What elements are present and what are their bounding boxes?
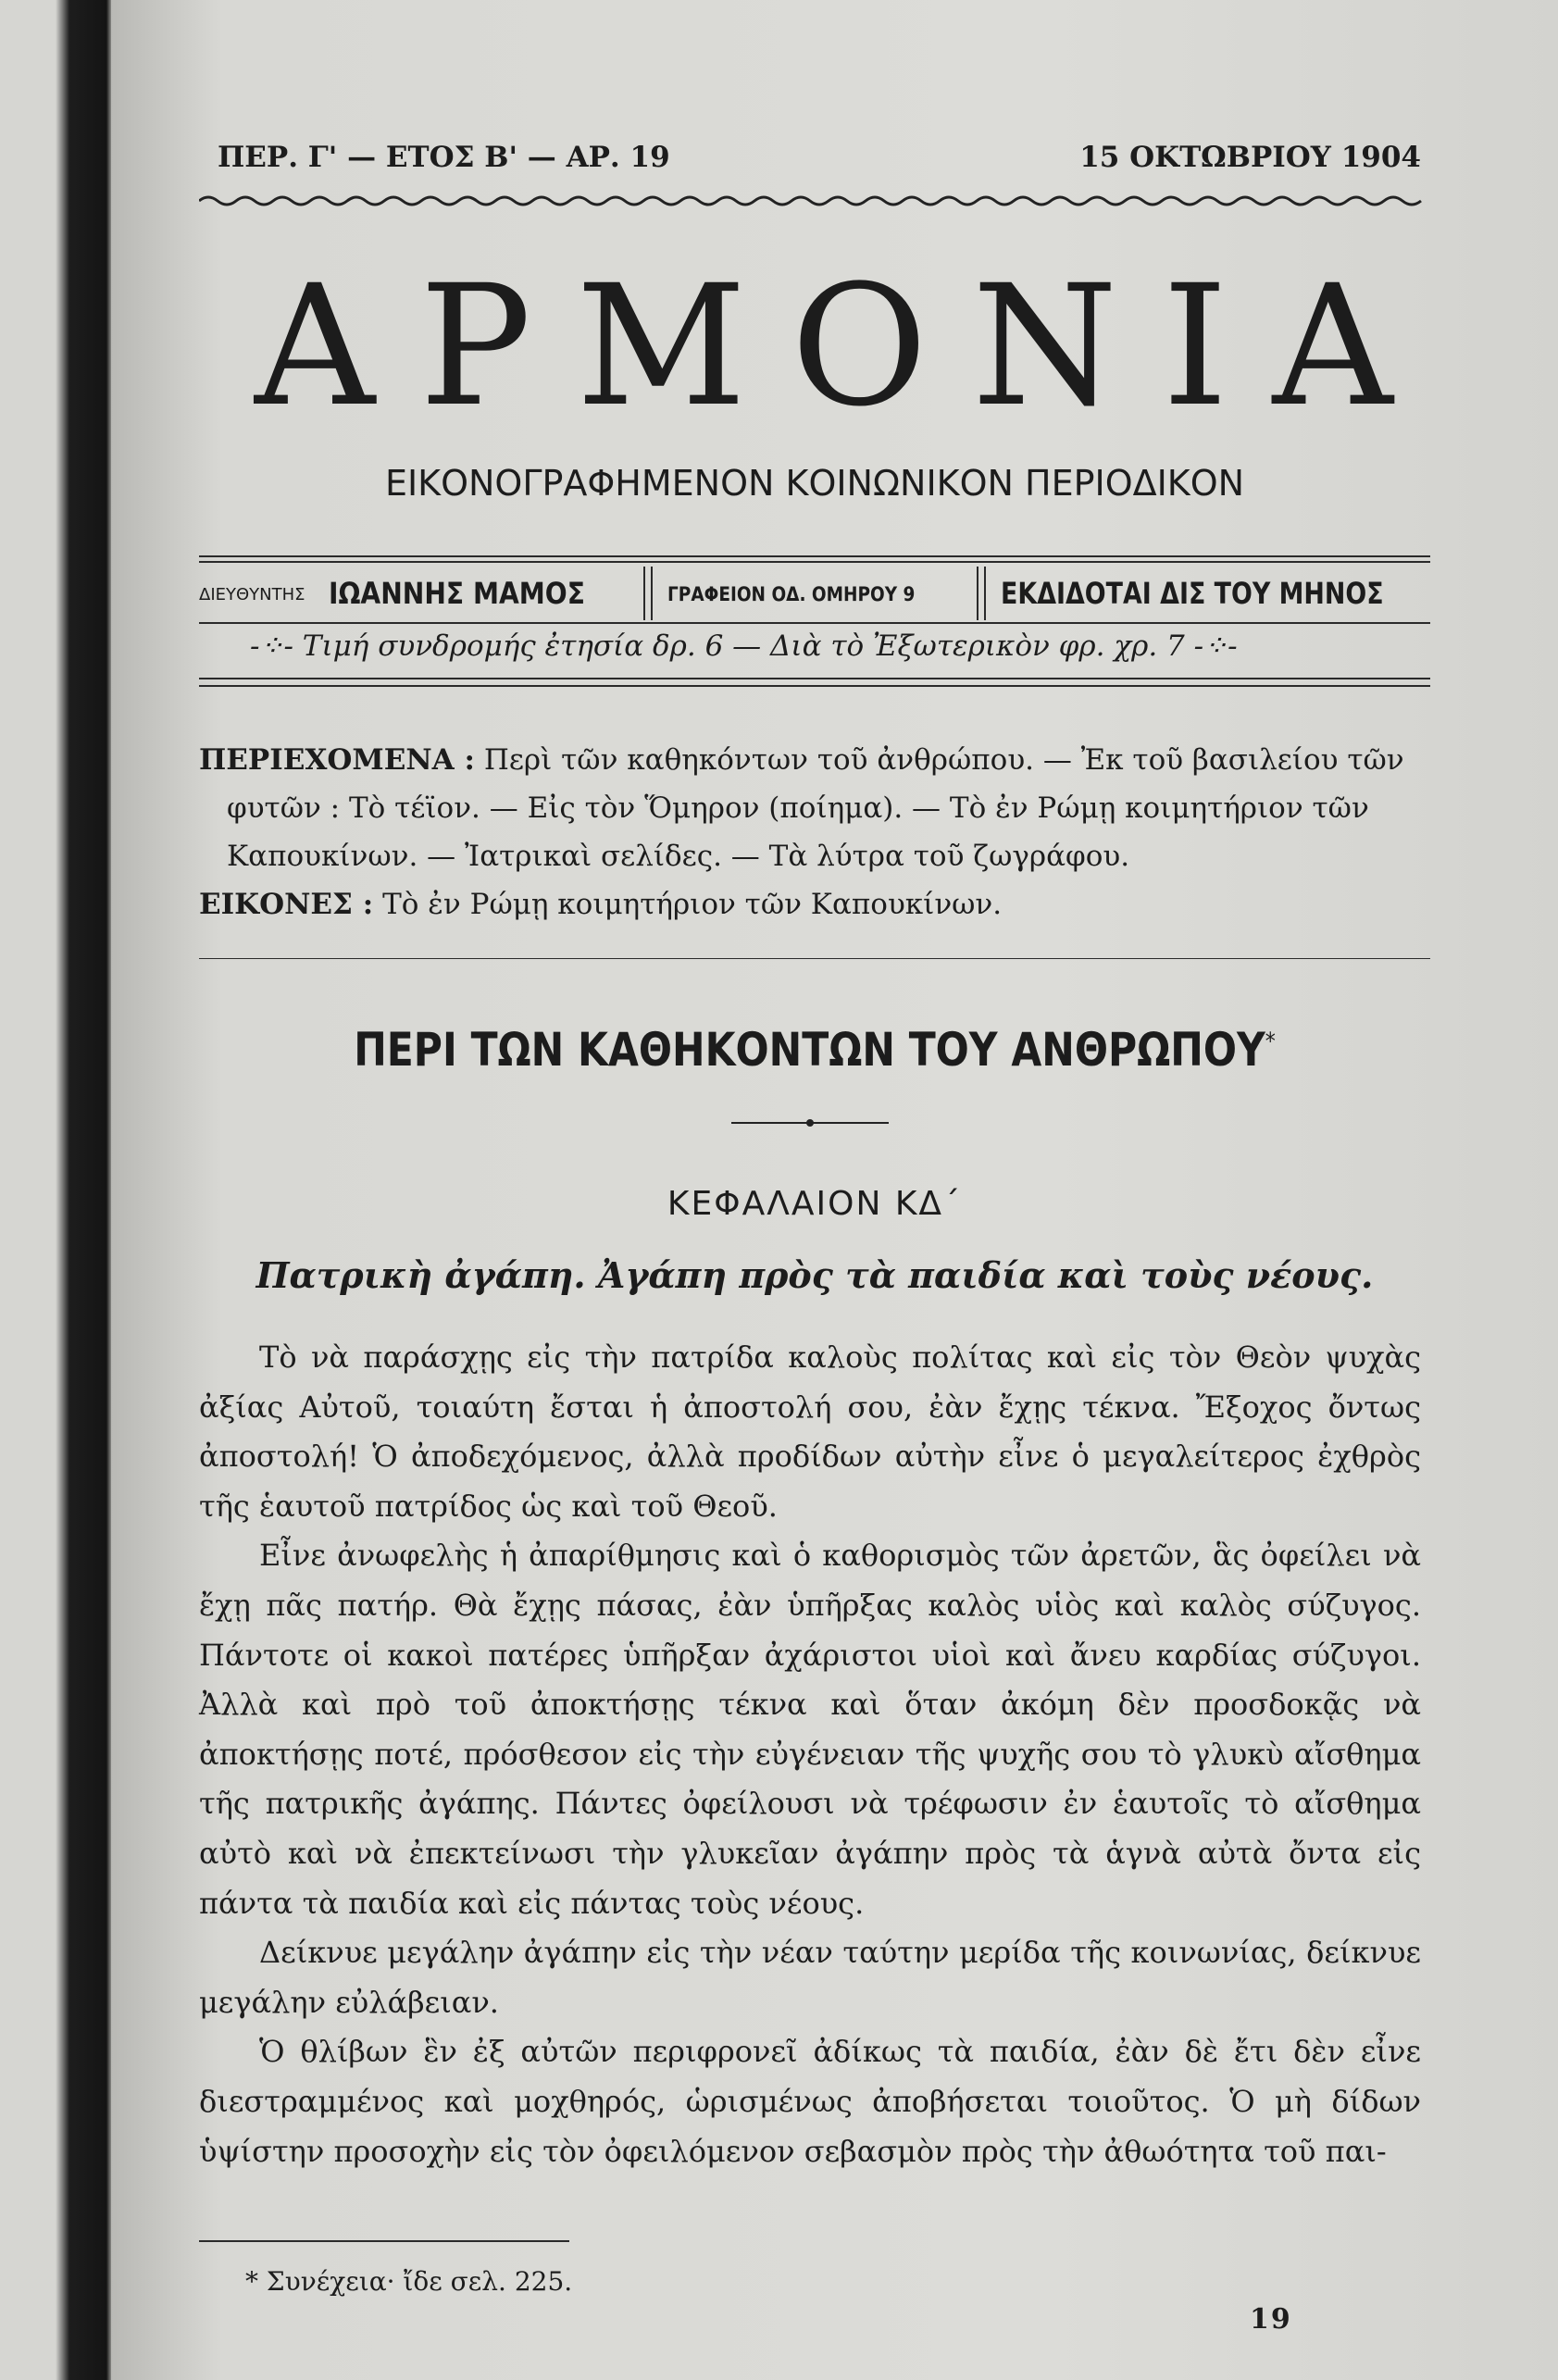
chapter-heading: ΚΕΦΑΛΑΙΟΝ ΚΔ΄ xyxy=(667,1185,963,1223)
article-title-text: ΠΕΡΙ ΤΩΝ ΚΑΘΗΚΟΝΤΩΝ ΤΟΥ ΑΝΘΡΩΠΟΥ xyxy=(354,1023,1265,1077)
publication-frequency: ΕΚΔΙΔΟΤΑΙ ΔΙΣ ΤΟΥ ΜΗΝΟΣ xyxy=(1001,576,1384,611)
director-name: ΙΩΑΝΝΗΣ ΜΑΜΟΣ xyxy=(329,576,585,611)
footnote: * Συνέχεια· ἴδε σελ. 225. xyxy=(245,2266,573,2297)
price-rule-2 xyxy=(199,685,1430,687)
chapter-subtitle: Πατρικὴ ἀγάπη. Ἀγάπη πρὸς τὰ παιδία καὶ τοὺς νέους. xyxy=(256,1254,1374,1296)
contents-line: Περὶ τῶν καθηκόντων τοῦ ἀνθρώπου. — Ἐκ τοῦ βασιλείου τῶν xyxy=(483,743,1404,777)
director-label: ΔΙΕΥΘΥΝΤΗΣ xyxy=(199,585,305,604)
issue-number: ΠΕΡ. Γ' — ΕΤΟΣ Β' — ΑΡ. 19 xyxy=(218,141,670,174)
magazine-subtitle: ΕΙΚΟΝΟΓΡΑΦΗΜΕΝΟΝ ΚΟΙΝΩΝΙΚΟΝ ΠΕΡΙΟΔΙΚΟΝ xyxy=(384,463,1245,504)
contents-line: Καπουκίνων. — Ἰατρικαὶ σελίδες. — Τὰ λύτρα τοῦ ζωγράφου. xyxy=(227,840,1130,873)
paragraph: Ὁ θλίβων ἓν ἐξ αὐτῶν περιφρονεῖ ἀδίκως τὰ παιδία, ἐὰν δὲ ἔτι δὲν εἶνε διεστραμμένος καὶ μοχθηρός, ὡρισμένως ἀποβήσεται τοιοῦτος. Ὁ μὴ δίδων ὑψίστην προσοχὴν εἰς τὸν ὀφειλόμενον σεβασμὸν πρὸς τὴν ἀθωότητα τοῦ παι- xyxy=(199,2034,1421,2169)
page-number: 19 xyxy=(1250,2303,1292,2336)
price-text: Τιμή συνδρομής ἐτησία δρ. 6 — Διὰ τὸ Ἐξωτερικὸν φρ. χρ. 7 xyxy=(302,629,1185,663)
contents-label: ΠΕΡΙΕΧΟΜΕΝΑ : xyxy=(199,743,475,777)
paragraph: Τὸ νὰ παράσχῃς εἰς τὴν πατρίδα καλοὺς πολίτας καὶ εἰς τὸν Θεὸν ψυχὰς ἀξίας Αὐτοῦ, τοιαύτη ἔσται ἡ ἀποστολή σου, ἐὰν ἔχῃς τέκνα. Ἔξοχος ὄντως ἀποστολή! Ὁ ἀποδεχόμενος, ἀλλὰ προδίδων αὐτὴν εἶνε ὁ μεγαλείτερος ἐχθρὸς τῆς ἑαυτοῦ πατρίδος ὡς καὶ τοῦ Θεοῦ. xyxy=(199,1340,1421,1524)
info-bar xyxy=(199,567,1430,622)
issue-date: 15 ΟΚΤΩΒΡΙΟΥ 1904 xyxy=(1079,141,1421,174)
footnote-marker: * xyxy=(1265,1028,1276,1056)
separator xyxy=(977,567,986,620)
masthead-rule-top xyxy=(199,555,1430,557)
images-list: Τὸ ἐν Ρώμῃ κοιμητήριον τῶν Καπουκίνων. xyxy=(382,888,1003,921)
subscription-price xyxy=(250,629,1361,663)
article-title xyxy=(292,1023,1339,1077)
masthead-rule-top-2 xyxy=(199,561,1430,563)
paragraph: Εἶνε ἀνωφελὴς ἡ ἀπαρίθμησις καὶ ὁ καθορισμὸς τῶν ἀρετῶν, ἃς ὀφείλει νὰ ἔχῃ πᾶς πατήρ. Θὰ ἔχῃς πάσας, ἐὰν ὑπῆρξας καλὸς υἱὸς καὶ καλὸς σύζυγος. Πάντοτε οἱ κακοὶ πατέρες ὑπῆρξαν ἀχάριστοι υἱοὶ καὶ ἄνευ καρδίας σύζυγοι. Ἀλλὰ καὶ πρὸ τοῦ ἀποκτήσῃς τέκνα καὶ ὅταν ἀκόμη δὲν προσδοκᾷς νὰ ἀποκτήσῃς ποτέ, πρόσθεσον εἰς τὴν εὐγένειαν τῆς ψυχῆς σου τὸ γλυκὺ αἴσθημα τῆς πατρικῆς ἀγάπης. Πάντες ὀφείλουσι νὰ τρέφωσιν ἐν ἑαυτοῖς τὸ αἴσθημα αὐτὸ καὶ νὰ ἐπεκτείνωσι τὴν γλυκεῖαν ἀγάπην πρὸς τὰ ἁγνὰ αὐτὰ ὄντα εἰς πάντα τὰ παιδία καὶ εἰς πάντας τοὺς νέους. xyxy=(199,1538,1421,1921)
binding-shadow xyxy=(0,0,111,2380)
magazine-title: ΑΡΜΟΝΙΑ xyxy=(255,268,1438,426)
contents-line: φυτῶν : Τὸ τέϊον. — Εἰς τὸν Ὅμηρον (ποίημα). — Τὸ ἐν Ρώμῃ κοιμητήριον τῶν xyxy=(227,791,1369,825)
ornament-icon: -⁘- xyxy=(250,629,293,663)
images-label: ΕΙΚΟΝΕΣ : xyxy=(199,888,374,921)
paragraph: Δείκνυε μεγάλην ἀγάπην εἰς τὴν νέαν ταύτην μερίδα τῆς κοινωνίας, δείκνυε μεγάλην εὐλάβειαν. xyxy=(199,1935,1421,2020)
wavy-rule xyxy=(199,190,1430,208)
divider-ornament xyxy=(731,1115,889,1130)
ornament-icon: -⁘- xyxy=(1193,629,1238,663)
price-rule xyxy=(199,678,1430,679)
article-body xyxy=(199,1333,1421,2176)
issue-header xyxy=(218,141,1421,187)
contents-rule xyxy=(199,958,1430,959)
separator xyxy=(643,567,653,620)
footnote-rule xyxy=(199,2240,569,2242)
office-address: ΓΡΑΦΕΙΟΝ ΟΔ. ΟΜΗΡΟΥ 9 xyxy=(667,583,916,605)
table-of-contents xyxy=(199,736,1430,928)
info-rule xyxy=(199,622,1430,624)
